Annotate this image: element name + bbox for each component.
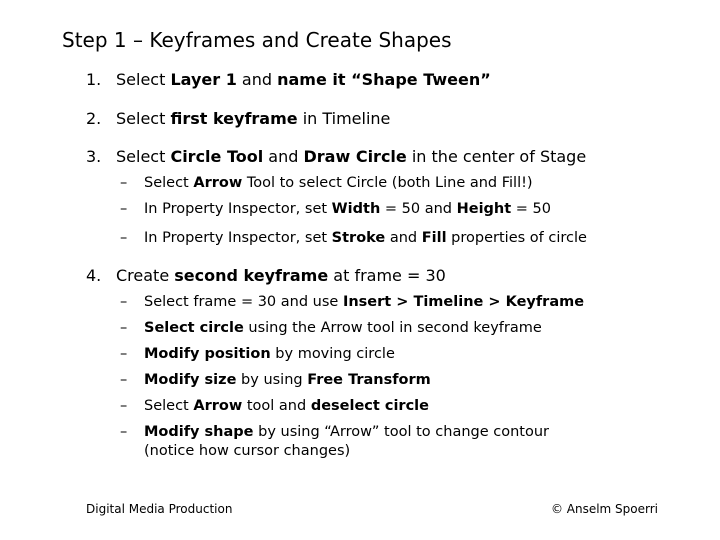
dash-bullet: – <box>120 424 128 440</box>
text-run-bold: Layer 1 <box>170 70 237 89</box>
item-number: 2. <box>86 109 102 128</box>
item-text <box>116 70 491 89</box>
text-run: Select <box>144 175 194 191</box>
text-run: properties of circle <box>446 230 587 246</box>
text-run: in Timeline <box>297 109 391 128</box>
dash-bullet: – <box>120 398 128 414</box>
text-run-bold: Modify position <box>144 346 271 362</box>
text-run: by using “Arrow” tool to change contour <box>253 424 550 440</box>
dash-bullet: – <box>120 346 128 362</box>
list-item-2 <box>86 109 390 128</box>
sub-item <box>120 200 551 219</box>
list-item-3 <box>86 147 586 166</box>
sub-item <box>120 319 542 338</box>
text-run-bold: Draw Circle <box>303 147 407 166</box>
dash-bullet: – <box>120 372 128 388</box>
item-text <box>116 147 586 166</box>
text-run-bold: Select circle <box>144 320 244 336</box>
text-run: and <box>236 70 278 89</box>
footer-copyright: © Anselm Spoerri <box>550 502 658 516</box>
text-run: Select <box>116 109 171 128</box>
sub-item-continuation: (notice how cursor changes) <box>144 443 351 459</box>
text-run: and <box>385 230 422 246</box>
dash-bullet: – <box>120 201 128 217</box>
text-run: and <box>263 147 304 166</box>
item-number: 1. <box>86 70 102 89</box>
text-run: at frame = 30 <box>328 266 446 285</box>
text-run-bold: Arrow <box>193 398 243 414</box>
dash-bullet: – <box>120 230 128 246</box>
sub-item <box>120 293 584 312</box>
text-run: In Property Inspector, set <box>144 201 332 217</box>
dash-bullet: – <box>120 294 128 310</box>
text-run-bold: name it “Shape Tween” <box>277 70 491 89</box>
item-text <box>116 109 390 128</box>
item-number: 4. <box>86 266 102 285</box>
text-run: Select <box>116 147 171 166</box>
text-run: by moving circle <box>270 346 395 362</box>
text-run: Select <box>116 70 171 89</box>
text-run: In Property Inspector, set <box>144 230 332 246</box>
text-run: Create <box>116 266 175 285</box>
dash-bullet: – <box>120 175 128 191</box>
slide-title: Step 1 – Keyframes and Create Shapes <box>62 28 452 52</box>
sub-item <box>120 345 395 364</box>
sub-item <box>120 397 429 416</box>
text-run: = 50 <box>511 201 552 217</box>
item-number: 3. <box>86 147 102 166</box>
sub-item <box>120 229 587 248</box>
text-run: Tool to select Circle (both Line and Fill!) <box>242 175 533 191</box>
sub-item <box>120 423 549 461</box>
footer-course: Digital Media Production <box>86 502 233 516</box>
text-run-bold: Stroke <box>331 230 386 246</box>
text-run-bold: Width <box>331 201 381 217</box>
text-run-bold: Height <box>456 201 512 217</box>
text-run: tool and <box>242 398 311 414</box>
list-item-4 <box>86 266 446 285</box>
text-run: in the center of Stage <box>406 147 587 166</box>
text-run: = 50 and <box>380 201 457 217</box>
item-text <box>116 266 446 285</box>
text-run: by using <box>236 372 308 388</box>
text-run-bold: Circle Tool <box>170 147 264 166</box>
text-run-bold: Modify size <box>144 372 237 388</box>
text-run-bold: Modify shape <box>144 424 254 440</box>
text-run-bold: Insert > Timeline > Keyframe <box>342 294 585 310</box>
text-run: using the Arrow tool in second keyframe <box>243 320 542 336</box>
dash-bullet: – <box>120 320 128 336</box>
list-item-1 <box>86 70 491 89</box>
sub-item <box>120 174 533 193</box>
text-run-bold: first keyframe <box>170 109 298 128</box>
sub-item <box>120 371 431 390</box>
text-run-bold: Fill <box>421 230 447 246</box>
text-run-bold: second keyframe <box>174 266 329 285</box>
text-run-bold: Free Transform <box>307 372 431 388</box>
text-run-bold: deselect circle <box>310 398 429 414</box>
text-run: Select frame = 30 and use <box>144 294 343 310</box>
text-run: Select <box>144 398 194 414</box>
text-run-bold: Arrow <box>193 175 243 191</box>
